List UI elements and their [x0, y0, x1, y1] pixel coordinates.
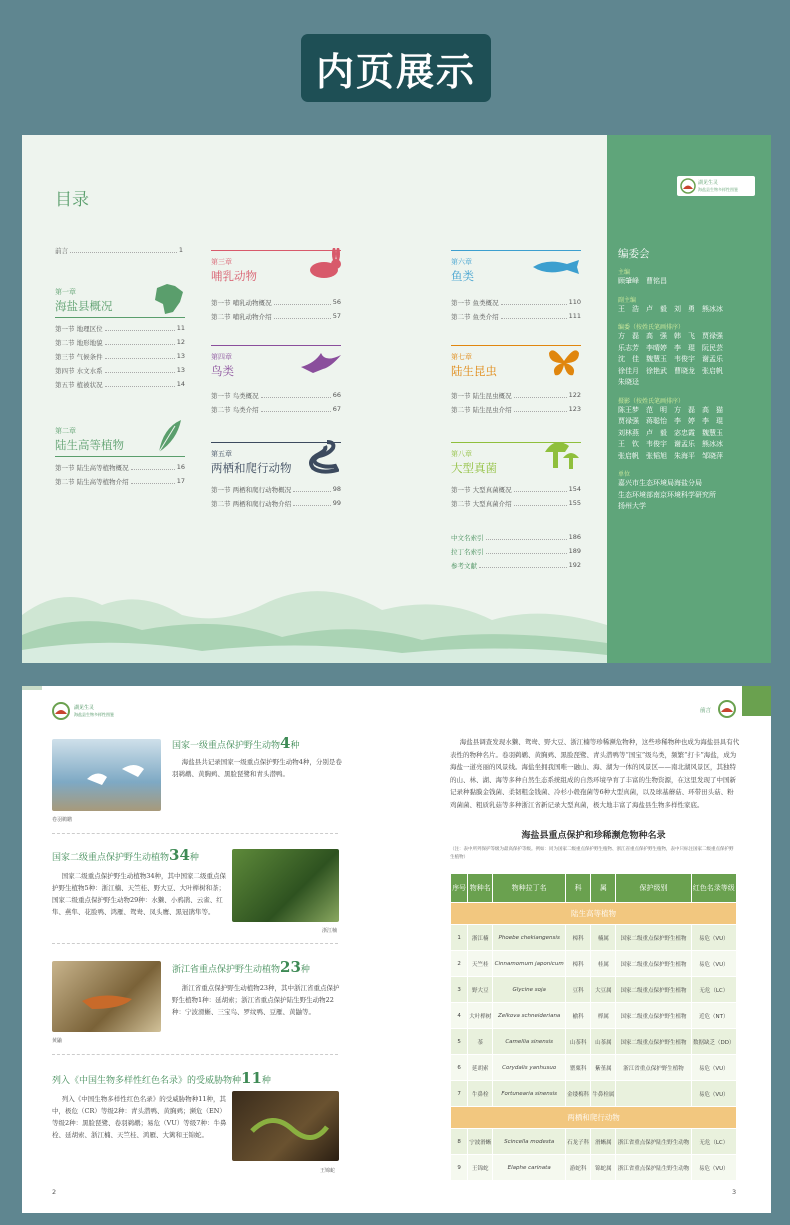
table-cell: 野大豆 — [468, 977, 493, 1003]
table-cell: Scincella modesta — [493, 1129, 566, 1155]
weasel-photo — [52, 961, 161, 1032]
page-number-left: 2 — [52, 1188, 57, 1196]
logo-title: 湖见生灵 — [698, 180, 719, 186]
toc-entry[interactable] — [451, 405, 581, 414]
toc-entry-title: 中文名索引 — [451, 534, 484, 542]
committee-group-label: 副主编 — [618, 296, 637, 304]
toc-entry-title: 第二节 大型真菌介绍 — [451, 500, 512, 508]
committee-names: 乐志芳 李晴婷 李 琨 阮民芸 — [618, 343, 723, 352]
chapter-6 — [451, 250, 581, 326]
table-cell: 2 — [451, 951, 468, 977]
table-row — [451, 1081, 737, 1107]
toc-entry-page: 154 — [568, 485, 581, 493]
table-cell: 国家二级重点保护野生植物 — [616, 977, 691, 1003]
table-cell: 滑蜥属 — [591, 1129, 616, 1155]
toc-entry[interactable] — [55, 477, 185, 486]
toc-entry-title: 第一节 两栖和爬行动物概况 — [211, 486, 292, 494]
toc-entry[interactable] — [451, 499, 581, 508]
photo-caption: 浙江楠 — [322, 928, 338, 934]
toc-entry-title: 第一节 鱼类概况 — [451, 299, 499, 307]
table-cell: Cinnamomum japonicum — [493, 951, 566, 977]
toc-entry[interactable] — [55, 338, 185, 347]
table-title: 海盐县重点保护和珍稀濒危物种名录 — [521, 831, 666, 841]
toc-entry[interactable] — [451, 485, 581, 494]
toc-entry-title: 第一节 地理区位 — [55, 325, 103, 333]
preface-label: 前言 — [55, 247, 68, 255]
toc-entry-page: 123 — [568, 405, 581, 413]
section-title: 国家二级重点保护野生动植物34种 — [52, 846, 199, 864]
toc-entry-title: 第二节 鱼类介绍 — [451, 313, 499, 321]
book-logo — [677, 176, 755, 196]
table-cell: 樟科 — [566, 925, 591, 951]
table-cell: Camellia sinensis — [493, 1029, 566, 1055]
table-cell: Corydalis yanhusuo — [493, 1055, 566, 1081]
committee-names: 嘉兴市生态环境局海盐分局 — [618, 479, 702, 487]
toc-entry-page: 192 — [568, 561, 581, 569]
table-cell: Glycine soja — [493, 977, 566, 1003]
chapter-name: 陆生高等植物 — [55, 438, 124, 452]
table-cell: 无危（LC） — [691, 1129, 736, 1155]
table-row — [451, 925, 737, 951]
toc-entry-title: 参考文献 — [451, 562, 477, 570]
toc-entry[interactable] — [451, 312, 581, 321]
page3-header-label: 前言 — [700, 708, 712, 714]
table-cell: 3 — [451, 977, 468, 1003]
table-row — [451, 1029, 737, 1055]
toc-entry-title: 第五节 植被状况 — [55, 381, 103, 389]
table-cell: 7 — [451, 1081, 468, 1107]
table-cell: 浙江楠 — [468, 925, 493, 951]
page-banner: 内页展示 — [301, 34, 491, 102]
table-cell: 易危（VU） — [691, 1155, 736, 1181]
toc-entry[interactable] — [211, 312, 341, 321]
table-row — [451, 1055, 737, 1081]
chapter-number: 第五章 — [211, 450, 232, 458]
snake-icon — [309, 438, 339, 474]
toc-entry-page: 189 — [568, 547, 581, 555]
toc-entry-title: 第二节 地形地貌 — [55, 339, 103, 347]
toc-entry-title: 第三节 气候条件 — [55, 353, 103, 361]
table-cell: 大豆属 — [591, 977, 616, 1003]
snake-photo — [232, 1091, 339, 1161]
toc-preface — [55, 246, 183, 255]
committee-group-label: 摄影（按姓氏笔画排序） — [618, 397, 685, 405]
toc-entry-page: 98 — [332, 485, 341, 493]
committee-names: 沈 佳 魏慧玉 韦俊宇 谢孟乐 — [618, 355, 723, 363]
toc-entry-title: 第一节 陆生昆虫概况 — [451, 392, 512, 400]
toc-entry-page: 56 — [332, 298, 341, 306]
content-spread — [22, 686, 771, 1213]
chapter-name: 哺乳动物 — [211, 269, 257, 283]
chapter-name: 鸟类 — [211, 364, 234, 378]
table-cell: 桂属 — [591, 951, 616, 977]
toc-entry-page: 17 — [176, 477, 185, 485]
table-cell: 山茶科 — [566, 1029, 591, 1055]
page-number-right: 3 — [732, 1188, 737, 1196]
table-cell: 天竺桂 — [468, 951, 493, 977]
table-cell: Zelkova schneideriana — [493, 1003, 566, 1029]
preface-page: 1 — [178, 246, 183, 254]
table-cell: 锦蛇属 — [591, 1155, 616, 1181]
table-category: 两栖和爬行动物 — [451, 1107, 737, 1129]
chapter-number: 第三章 — [211, 258, 232, 266]
table-header: 红色名录等级 — [691, 874, 736, 903]
table-cell: 延胡索 — [468, 1055, 493, 1081]
toc-entry[interactable] — [211, 298, 341, 307]
table-cell: 金缕梅科 — [566, 1081, 591, 1107]
committee-group-label: 单位 — [618, 471, 631, 478]
leaf-icon — [155, 418, 183, 454]
table-cell: 国家二级重点保护野生植物 — [616, 951, 691, 977]
toc-entry[interactable] — [55, 324, 185, 333]
toc-entry-title: 第一节 大型真菌概况 — [451, 486, 512, 494]
toc-entry-title: 第二节 哺乳动物介绍 — [211, 313, 272, 321]
table-cell: Elaphe carinata — [493, 1155, 566, 1181]
table-cell: 樟科 — [566, 951, 591, 977]
table-cell: 榉属 — [591, 1003, 616, 1029]
chapter-name: 陆生昆虫 — [451, 364, 497, 378]
toc-entry[interactable] — [451, 533, 581, 542]
toc-spread — [22, 135, 771, 663]
committee-names: 王 浩 卢 毅 刘 勇 熊冰冰 — [618, 304, 723, 313]
toc-entry-page: 186 — [568, 533, 581, 541]
table-category: 陆生高等植物 — [451, 903, 737, 925]
fish-icon — [531, 258, 581, 276]
table-cell: 罂粟科 — [566, 1055, 591, 1081]
table-row — [451, 977, 737, 1003]
chapter-name: 两栖和爬行动物 — [211, 461, 292, 475]
table-header: 保护级别 — [616, 874, 691, 903]
toc-entry-title: 第二节 陆生昆虫介绍 — [451, 406, 512, 414]
toc-entry[interactable] — [211, 485, 341, 494]
committee-names: 贾禄强 蒋聪怡 李 婷 李 琨 — [618, 417, 723, 425]
toc-entry[interactable] — [55, 463, 185, 472]
toc-entry-title: 第二节 鸟类介绍 — [211, 406, 259, 414]
toc-entry-page: 16 — [176, 463, 185, 471]
chapter-2 — [55, 426, 185, 491]
committee-names: 顾肇峰 曹铭昌 — [618, 277, 667, 285]
toc-entry[interactable] — [55, 352, 185, 361]
table-header: 序号 — [451, 874, 468, 903]
committee-names: 生态环境部南京环境科学研究所 — [618, 490, 716, 499]
table-cell: Fortunearia sinensis — [493, 1081, 566, 1107]
chapter-8 — [451, 442, 581, 513]
table-row — [451, 1155, 737, 1181]
chapter-4 — [211, 345, 341, 419]
table-cell: 易危（VU） — [691, 925, 736, 951]
toc-entry-title: 第二节 两栖和爬行动物介绍 — [211, 500, 292, 508]
mountain-landscape-illustration — [22, 555, 607, 663]
toc-entry-title: 第一节 鸟类概况 — [211, 392, 259, 400]
table-cell: 宁波滑蜥 — [468, 1129, 493, 1155]
toc-entry[interactable] — [451, 391, 581, 400]
table-row — [451, 1003, 737, 1029]
pelican-photo — [52, 739, 161, 811]
chapter-5 — [211, 442, 341, 513]
committee-names: 朱晓迳 — [618, 378, 639, 386]
toc-entry[interactable] — [55, 366, 185, 375]
table-cell: 游蛇科 — [566, 1155, 591, 1181]
toc-entry-page: 11 — [176, 324, 185, 332]
phoebe-photo — [232, 849, 339, 922]
table-cell: 国家二级重点保护野生植物 — [616, 925, 691, 951]
table-row — [451, 951, 737, 977]
logo-emblem-icon — [680, 178, 696, 194]
chapter-1 — [55, 287, 185, 394]
table-note: （注：表中所列保护等级为最高保护等级。例如：同为国家二级重点保护野生植物、浙江省重点保护野生植物，表中只标注国家二级重点保护野生植物） — [450, 847, 734, 860]
table-header: 物种拉丁名 — [493, 874, 566, 903]
table-cell: 楠属 — [591, 925, 616, 951]
toc-entry-page: 57 — [332, 312, 341, 320]
table-cell — [616, 1081, 691, 1107]
photo-caption: 黄鼬 — [52, 1038, 63, 1044]
chapter-number: 第七章 — [451, 353, 472, 361]
rabbit-icon — [304, 248, 342, 280]
table-cell: 5 — [451, 1029, 468, 1055]
page2-header-logo — [52, 702, 132, 722]
photo-caption: 卷羽鹈鹕 — [52, 817, 73, 823]
table-cell: 国家二级重点保护野生植物 — [616, 1003, 691, 1029]
toc-entry-title: 第一节 哺乳动物概况 — [211, 299, 272, 307]
table-header: 属 — [591, 874, 616, 903]
toc-entry[interactable] — [55, 380, 185, 389]
table-cell: 数据缺乏（DD） — [691, 1029, 736, 1055]
mushroom-icon — [541, 438, 581, 474]
logo-emblem-icon — [52, 702, 70, 720]
chapter-7 — [451, 345, 581, 419]
table-cell: 近危（NT） — [691, 1003, 736, 1029]
section-title: 国家一级重点保护野生动物4种 — [172, 734, 300, 752]
table-cell: 茶 — [468, 1029, 493, 1055]
table-header: 物种名 — [468, 874, 493, 903]
table-cell: 4 — [451, 1003, 468, 1029]
table-cell: 8 — [451, 1129, 468, 1155]
butterfly-icon — [547, 347, 581, 377]
toc-entry[interactable] — [211, 499, 341, 508]
chapter-name: 大型真菌 — [451, 461, 497, 475]
chapter-3 — [211, 250, 341, 326]
table-cell: 易危（VU） — [691, 951, 736, 977]
table-cell: 1 — [451, 925, 468, 951]
chapter-number: 第八章 — [451, 450, 472, 458]
table-cell: 石龙子科 — [566, 1129, 591, 1155]
toc-entry-title: 拉丁名索引 — [451, 548, 484, 556]
section-body: 国家二级重点保护野生动植物34种，其中国家二级重点保护野生植物5种：浙江楠、天竺桂、野大豆、大叶榉树和茶；国家二级重点保护野生动物29种：水獭、小鸦鹃、云雀、红隼、燕隼、花脸鸭、鸿雁、鸳鸯、凤头鹰、黑冠鹃隼等。 — [52, 872, 227, 916]
table-cell: 浙江省重点保护陆生野生动物 — [616, 1129, 691, 1155]
section-title: 浙江省重点保护野生动植物23种 — [172, 958, 310, 976]
toc-title: 目录 — [55, 190, 89, 210]
toc-entry-page: 99 — [332, 499, 341, 507]
logo-subtitle: 海盐县生物多样性图鉴 — [698, 187, 738, 192]
table-cell: 豆科 — [566, 977, 591, 1003]
toc-entry[interactable] — [451, 298, 581, 307]
toc-entry-title: 第一节 陆生高等植物概况 — [55, 464, 129, 472]
toc-entry[interactable] — [211, 391, 341, 400]
table-cell: 易危（VU） — [691, 1055, 736, 1081]
table-cell: 王锦蛇 — [468, 1155, 493, 1181]
table-cell: 大叶榉树 — [468, 1003, 493, 1029]
county-map-icon — [153, 282, 185, 316]
logo-emblem-icon — [718, 700, 736, 718]
section-body: 海盐县共记录国家一级重点保护野生动物4种，分别是卷羽鹈鹕、黄胸鹀、黑脸琵鹭和青头潜鸭。 — [172, 758, 342, 778]
editorial-committee-panel — [607, 135, 771, 663]
toc-entry-page: 67 — [332, 405, 341, 413]
table-cell: 山茶属 — [591, 1029, 616, 1055]
toc-entry-page: 14 — [176, 380, 185, 388]
toc-entry-page: 122 — [568, 391, 581, 399]
table-cell: 榆科 — [566, 1003, 591, 1029]
chapter-number: 第一章 — [55, 288, 76, 296]
toc-entry-page: 66 — [332, 391, 341, 399]
committee-group-label: 主编 — [618, 269, 631, 276]
table-header: 科 — [566, 874, 591, 903]
table-cell: 紫堇属 — [591, 1055, 616, 1081]
table-cell: Phoebe chekiangensis — [493, 925, 566, 951]
table-cell: 浙江省重点保护陆生野生动物 — [616, 1155, 691, 1181]
toc-entry-title: 第二节 陆生高等植物介绍 — [55, 478, 129, 486]
toc-entry-page: 13 — [176, 352, 185, 360]
chapter-number: 第二章 — [55, 427, 76, 435]
table-cell: 6 — [451, 1055, 468, 1081]
table-row — [451, 1129, 737, 1155]
committee-names: 方 磊 高 强 韩 飞 贾禄强 — [618, 332, 723, 340]
section-body: 列入《中国生物多样性红色名录》的受威胁物种11种，其中，极危（CR）等级2种：青头潜鸭、黄胸鹀；濒危（EN）等级2种：黑脸琵鹭、卷羽鹈鹕；易危（VU）等级7种：牛鼻栓、延胡索、浙江楠、天竺桂、鸿雁、大篱和王锦蛇。 — [52, 1095, 227, 1139]
photo-caption: 王锦蛇 — [320, 1168, 336, 1174]
committee-names: 王 钦 韦俊宇 谢孟乐 熊冰冰 — [618, 440, 723, 448]
section-body: 浙江省重点保护野生动植物23种，其中浙江省重点保护野生植物1种：延胡索；浙江省重点保护陆生野生动物22种：宁波滑蜥、三宝鸟、罗纹鸭、豆雁、黄鼬等。 — [172, 984, 340, 1016]
chapter-name: 鱼类 — [451, 269, 474, 283]
committee-names: 徐佳月 徐艳武 曹晓龙 张启帆 — [618, 366, 723, 375]
table-cell: 易危（VU） — [691, 1081, 736, 1107]
table-cell: 牛鼻栓属 — [591, 1081, 616, 1107]
committee-groups — [618, 267, 768, 513]
committee-names: 扬州大学 — [618, 502, 646, 510]
toc-entry[interactable] — [211, 405, 341, 414]
chapter-number: 第六章 — [451, 258, 472, 266]
table-cell: 无危（LC） — [691, 977, 736, 1003]
toc-entry-page: 155 — [568, 499, 581, 507]
species-table — [450, 873, 737, 1181]
table-cell: 浙江省重点保护野生植物 — [616, 1055, 691, 1081]
section-title: 列入《中国生物多样性红色名录》的受威胁物种11种 — [52, 1069, 271, 1087]
toc-entry-page: 111 — [568, 312, 581, 320]
chapter-number: 第四章 — [211, 353, 232, 361]
committee-title: 编委会 — [618, 248, 650, 260]
intro-paragraph: 海盐县调查发现水獭、鸳鸯、野大豆、浙江楠等珍稀濒危物种，这些珍稀物种也成为海盐县具有代表性的物种名片。卷羽鹈鹕、黄胸鹀、黑脸琵鹭、青头潜鸭等“国宝”级鸟类，频繁“打卡”海盐，成为海盐一道亮丽的风景线。海盐坐拥我国唯一融山、海、湖为一体的风景区——南北湖风景区，其独特的山、林、湖、海等多种自然生态系统组成的自然环境孕育了丰富的生物资源，在这里发现了中国新记录种黏膜金钱菌、柔韧粗金钱菌、冷杉小毂孢菌等6种大型真菌，以及球基蘑菇、环带田头菇、粉鸡菌菌、粗质乳菇等多种浙江省新记录大型真菌，极大地丰富了海盐县生物多样性家底。 — [450, 738, 740, 809]
committee-names: 陈王梦 范 明 方 磊 高 猫 — [618, 405, 723, 414]
toc-entry-page: 13 — [176, 366, 185, 374]
toc-entry-page: 12 — [176, 338, 185, 346]
table-cell: 国家二级重点保护野生植物 — [616, 1029, 691, 1055]
table-cell: 9 — [451, 1155, 468, 1181]
chapter-name: 海盐县概况 — [55, 299, 113, 313]
committee-group-label: 编委（按姓氏笔画排序） — [618, 324, 685, 331]
bird-icon — [299, 349, 343, 375]
committee-names: 刘林燕 卢 毅 宓忠霞 魏慧玉 — [618, 428, 723, 437]
logo-title: 湖见生灵 — [74, 705, 95, 711]
toc-entry-page: 110 — [568, 298, 581, 306]
logo-subtitle: 海盐县生物多样性图鉴 — [74, 712, 114, 717]
table-cell: 牛鼻栓 — [468, 1081, 493, 1107]
toc-entry-title: 第四节 水文水系 — [55, 367, 103, 375]
committee-names: 张启帆 张韬旭 朱海平 邹晓萍 — [618, 451, 723, 460]
